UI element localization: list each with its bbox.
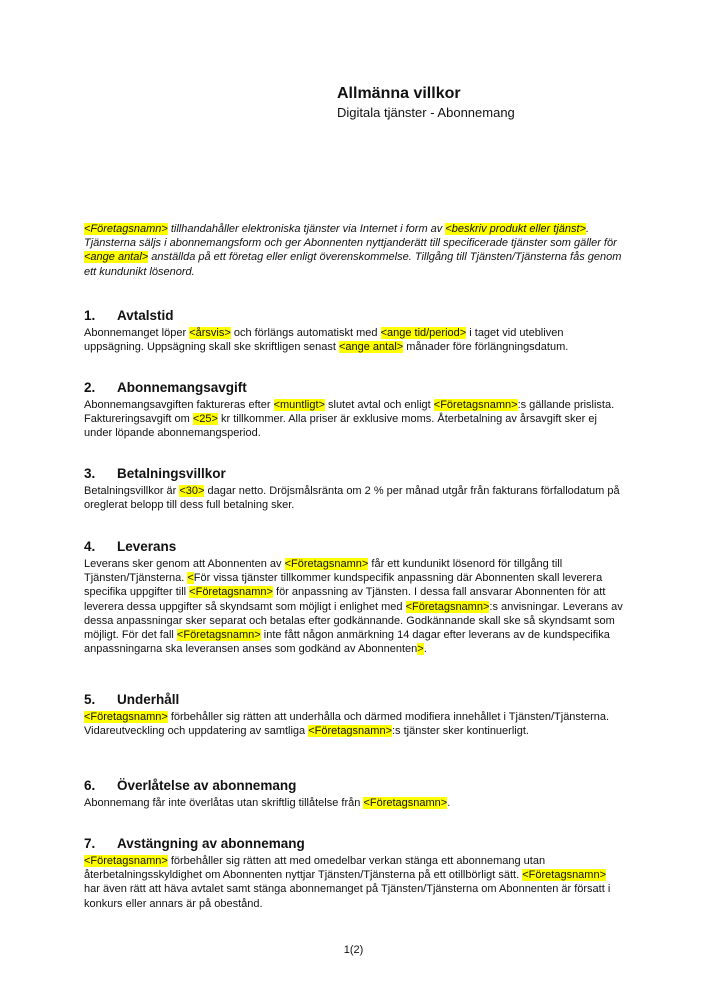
placeholder-field: <Företagsnamn> [363,797,448,809]
body-text: :s anvisningar. Leverans av dessa anpassningar sker separat och betalas efter godkännande. Godkännande skall ske så skyndsamt som möjligt. För det fall [84,600,623,642]
placeholder-field: <Företagsnamn> [308,725,392,738]
body-text: i taget vid utebliven uppsägning. Uppsägning skall ske skriftligen senast [84,327,564,354]
section-avstangning [84,836,624,911]
section-title: Avstängning av abonnemang [117,836,305,851]
body-text: Abonnemang får inte överlåtas utan skriftlig tillåtelse från [84,797,364,809]
section-heading [84,692,624,708]
placeholder-field: <Företagsnamn> [189,586,273,599]
placeholder-field: <Företagsnamn> [433,399,518,411]
section-title: Abonnemangsavgift [117,380,247,395]
body-text: . [447,797,451,809]
body-text: och förlängs automatiskt med [230,327,381,339]
section-avtalstid [84,308,624,354]
body-text: dagar netto. Dröjsmålsränta om 2 % per månad utgår från fakturans förfallodatum på oreglerat belopp till dess full betalning sker. [84,485,620,512]
body-text: inte fått någon anmärkning 14 dagar efter leverans av de kundspecifika anpassningarna ska leveransen anses som godkänd av Abonnenten [84,629,610,656]
body-text: Abonnemanget löper [84,327,190,339]
body-text: förbehåller sig rätten att underhålla och därmed modifiera innehållet i Tjänsten/Tjänsterna. Vidareutveckling och uppdatering av samtliga [84,711,610,738]
body-text: får ett kundunikt lösenord för tillgång till Tjänsten/Tjänsterna. [84,558,563,585]
section-heading [84,539,624,555]
placeholder-field: <Företagsnamn> [284,558,369,570]
section-title: Underhåll [117,692,180,707]
placeholder-field: <årsvis> [189,327,231,339]
section-betalningsvillkor [84,466,624,512]
section-number: 5. [84,692,96,707]
section-abonnemangsavgift [84,380,624,441]
body-text: För vissa tjänster tillkommer kundspecifik anpassning där Abonnenten skall leverera specifika uppgifter till [84,572,603,599]
section-body [84,854,624,911]
section-number: 3. [84,466,96,481]
document-header [337,84,515,121]
section-heading [84,380,624,396]
section-title: Överlåtelse av abonnemang [117,778,297,793]
placeholder-field: < [187,572,194,585]
placeholder-field: <30> [179,485,205,497]
section-heading [84,308,624,324]
section-body [84,398,624,441]
body-text: Leverans sker genom att Abonnenten av [84,558,285,570]
body-text: anställda på ett företag eller enligt överenskommelse. Tillgång till Tjänsten/Tjänsterna fås genom ett kundunikt lösenord. [84,251,622,278]
section-number: 1. [84,308,96,323]
body-text: :s tjänster sker kontinuerligt. [392,725,529,738]
section-overlatelse [84,778,624,810]
section-underhall [84,692,624,738]
placeholder-field: <Företagsnamn> [84,223,168,235]
section-title: Avtalstid [117,308,174,323]
section-body [84,484,624,512]
section-body [84,557,624,656]
placeholder-field: > [417,643,424,656]
placeholder-field: <Företagsnamn> [405,600,490,613]
body-text: månader före förlängningsdatum. [403,341,569,354]
body-text: förbehåller sig rätten att med omedelbar verkan stänga ett abonnemang utan återbetalningsskyldighet om Abonnenten nyttjar Tjänsten/Tjänsterna på ett otillbörligt sätt. [84,855,546,882]
document-subtitle: Digitala tjänster - Abonnemang [337,105,515,120]
placeholder-field: <Företagsnamn> [84,855,168,867]
section-heading [84,836,624,852]
body-text: :s gällande prislista. Faktureringsavgift om [84,399,615,426]
section-heading [84,778,624,794]
placeholder-field: <Företagsnamn> [84,711,168,723]
section-heading [84,466,624,482]
section-number: 6. [84,778,96,793]
body-text: Betalningsvillkor är [84,485,180,497]
section-body [84,796,624,810]
body-text: har även rätt att häva avtalet samt stänga abonnemanget på Tjänsten/Tjänsterna om Abonnenten är försatt i konkurs eller annars är på obestånd. [84,883,611,910]
body-text: kr tillkommer. Alla priser är exklusive moms. Återbetalning av årsavgift sker ej under löpande abonnemangsperiod. [84,413,597,440]
section-number: 4. [84,539,96,554]
document-title: Allmänna villkor [337,85,461,102]
body-text: slutet avtal och enligt [324,399,434,411]
section-number: 2. [84,380,96,395]
section-body [84,710,624,738]
section-leverans [84,539,624,656]
placeholder-field: <ange antal> [338,341,404,354]
section-body [84,326,624,354]
placeholder-field: <Företagsnamn> [176,629,261,642]
body-text: Abonnemangsavgiften faktureras efter [84,399,274,411]
placeholder-field: <muntligt> [273,399,325,411]
placeholder-field: <Företagsnamn> [522,869,607,882]
section-title: Betalningsvillkor [117,466,226,481]
body-text: . [423,643,427,656]
placeholder-field: <ange antal> [84,251,149,264]
placeholder-field: <ange tid/period> [380,327,467,339]
body-text: tillhandahåller elektroniska tjänster via Internet i form av [167,223,446,235]
page-number: 1(2) [343,944,364,956]
placeholder-field: <beskriv produkt eller tjänst> [445,223,586,235]
section-number: 7. [84,836,96,851]
intro-paragraph [84,222,624,279]
section-title: Leverans [117,539,177,554]
placeholder-field: <25> [192,413,218,426]
body-text: för anpassning av Tjänsten. I dessa fall ansvarar Abonnenten för att leverera dessa uppgifter så skyndsamt som möjligt i enlighet med [84,586,606,613]
body-text: . Tjänsterna säljs i abonnemangsform och ger Abonnenten nyttjanderätt till specificerade tjänster som gäller för [84,223,617,250]
